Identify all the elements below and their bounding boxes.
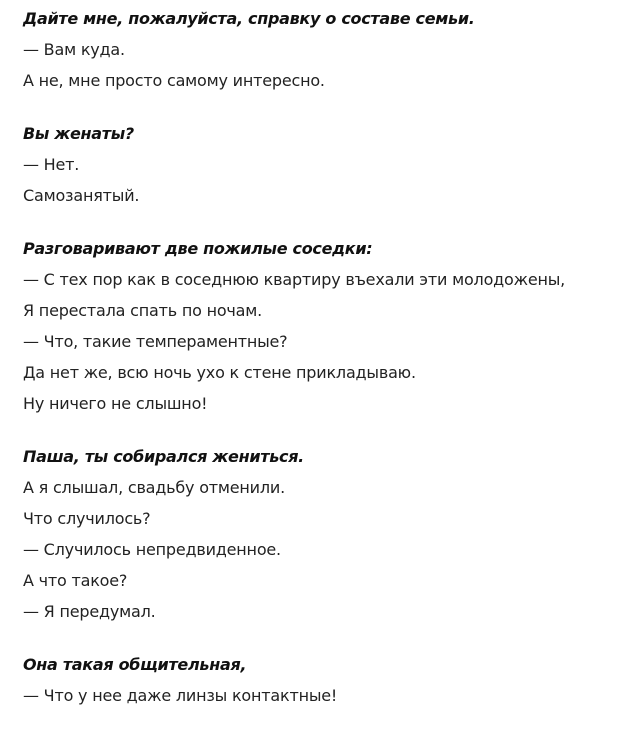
joke-line: Что случилось?	[23, 509, 151, 528]
joke-heading: Дайте мне, пожалуйста, справку о составе семьи.	[23, 9, 475, 28]
joke-line: А что такое?	[23, 571, 128, 590]
joke-line: — Случилось непредвиденное.	[23, 540, 281, 559]
joke-line: Ну ничего не слышно!	[23, 394, 208, 413]
joke-heading: Она такая общительная,	[23, 655, 247, 674]
joke-line: — Вам куда.	[23, 40, 125, 59]
jokes-article	[23, 3, 623, 733]
joke-line: Да нет же, всю ночь ухо к стене прикладываю.	[23, 363, 416, 382]
joke-line: Я перестала спать по ночам.	[23, 301, 263, 320]
joke-line: — С тех пор как в соседнюю квартиру въехали эти молодожены,	[23, 270, 566, 289]
joke-block	[23, 233, 623, 419]
joke-line: — Что, такие темпераментные?	[23, 332, 288, 351]
joke-line: А не, мне просто самому интересно.	[23, 71, 325, 90]
joke-block	[23, 3, 623, 96]
joke-heading: Паша, ты собирался жениться.	[23, 447, 304, 466]
joke-heading: Вы женаты?	[23, 124, 134, 143]
joke-heading: Разговаривают две пожилые соседки:	[23, 239, 373, 258]
joke-line: — Что у нее даже линзы контактные!	[23, 686, 338, 705]
joke-block	[23, 441, 623, 627]
joke-line: — Нет.	[23, 155, 80, 174]
joke-line: — Я передумал.	[23, 602, 156, 621]
joke-block	[23, 649, 623, 711]
joke-line: Самозанятый.	[23, 186, 140, 205]
joke-line: А я слышал, свадьбу отменили.	[23, 478, 285, 497]
joke-block	[23, 118, 623, 211]
